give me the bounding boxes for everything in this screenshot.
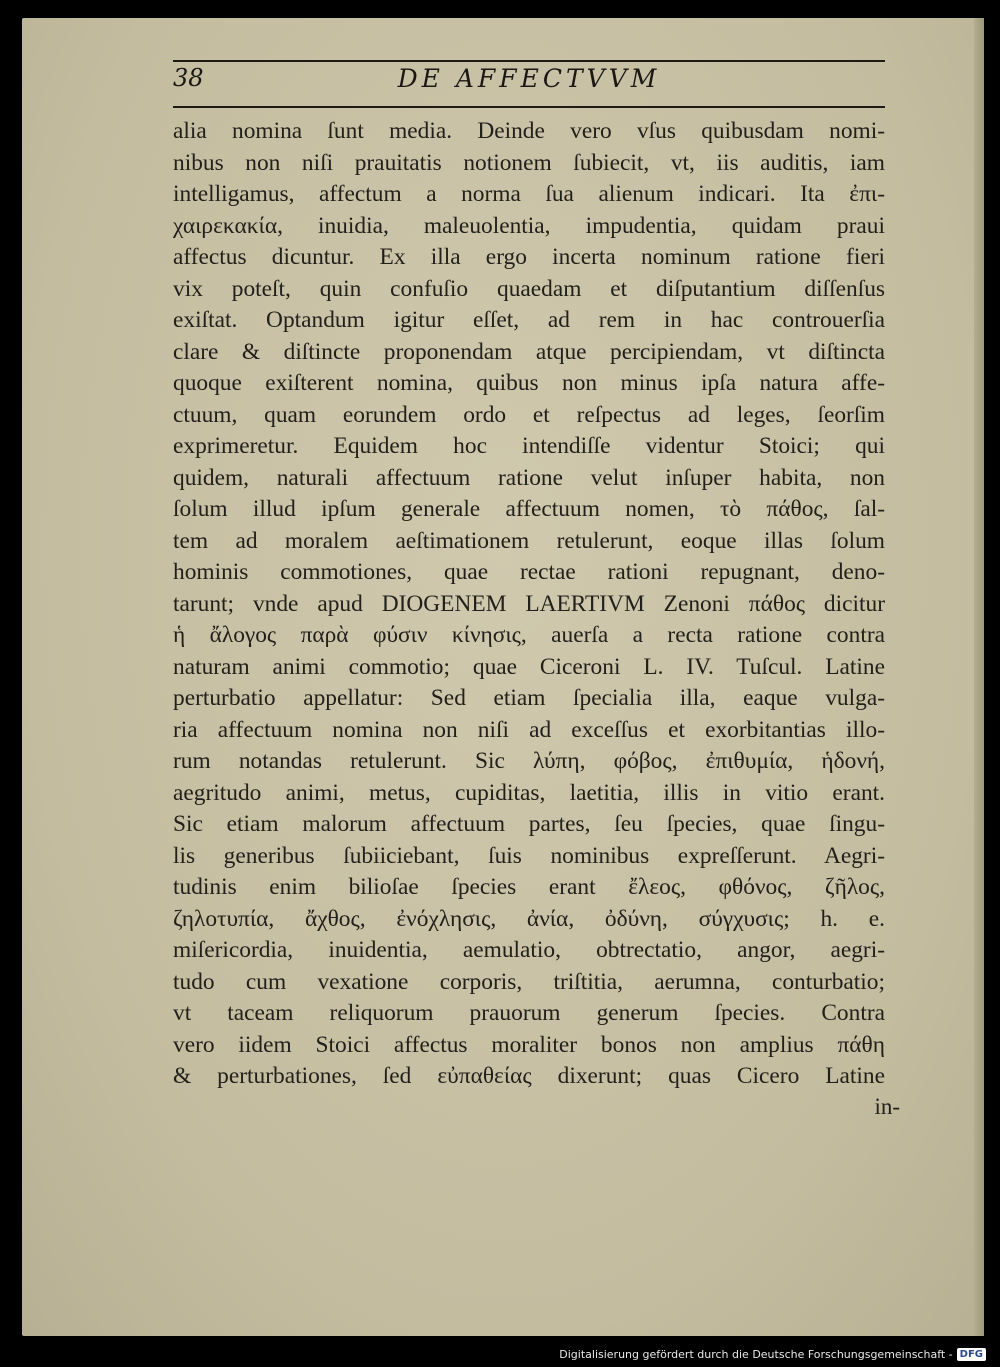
catchword: in- — [874, 1094, 900, 1119]
text-line: rum notandas retulerunt. Sic λύπη, φόβος, ἐπιθυμία, ἡδονή, — [173, 748, 885, 774]
page-header — [173, 60, 885, 108]
text-line: χαιρεκακία, inuidia, maleuolentia, impudentia, quidam praui — [173, 212, 885, 239]
text-line: hominis commotiones, quae rectae rationi repugnant, deno- — [173, 559, 885, 585]
text-line: tem ad moralem aeſtimationem retulerunt, eoque illas ſolum — [173, 527, 885, 554]
text-line: miſericordia, inuidentia, aemulatio, obtrectatio, angor, aegri- — [173, 937, 885, 963]
text-line: clare & diſtincte proponendam atque percipiendam, vt diſtincta — [173, 338, 885, 365]
text-line: quidem, naturali affectuum ratione velut inſuper habita, non — [173, 464, 885, 491]
text-line: intelligamus, affectum a norma ſua alienum indicari. Ita ἐπι- — [173, 181, 885, 207]
dfg-logo: DFG — [957, 1348, 986, 1361]
text-line: alia nomina ſunt media. Deinde vero vſus quibusdam nomi- — [173, 118, 885, 144]
text-line: tudo cum vexatione corporis, triſtitia, aerumna, conturbatio; — [173, 968, 885, 995]
text-line: ſolum illud ipſum generale affectuum nomen, τὸ πάθος, ſal- — [173, 496, 885, 522]
header-rule-bottom — [173, 106, 885, 108]
text-line: naturam animi commotio; quae Ciceroni L. IV. Tuſcul. Latine — [173, 653, 885, 680]
text-line: & perturbationes, ſed εὐπαθείας dixerunt; quas Cicero Latine — [173, 1063, 885, 1089]
text-line: ἡ ἄλογος παρὰ φύσιν κίνησις, auerſa a recta ratione contra — [173, 622, 885, 648]
text-line: tudinis enim bilioſae ſpecies erant ἔλεος, φθόνος, ζῆλος, — [173, 874, 885, 900]
text-line: quoque exiſterent nomina, quibus non minus ipſa natura affe- — [173, 370, 885, 396]
text-line: aegritudo animi, metus, cupiditas, laetitia, illis in vitio erant. — [173, 779, 885, 806]
digitization-footer — [559, 1348, 986, 1361]
page-edge — [974, 18, 984, 1336]
text-line: exprimeretur. Equidem hoc intendiſſe videntur Stoici; qui — [173, 433, 885, 459]
text-line: affectus dicuntur. Ex illa ergo incerta nominum ratione fieri — [173, 244, 885, 270]
text-line: vix poteſt, quin confuſio quaedam et diſputantium diſſenſus — [173, 275, 885, 302]
text-line: perturbatio appellatur: Sed etiam ſpecialia illa, eaque vulga- — [173, 685, 885, 711]
text-line: ria affectuum nomina non niſi ad exceſſus et exorbitantias illo- — [173, 716, 885, 743]
text-line: nibus non niſi prauitatis notionem ſubiecit, vt, iis auditis, iam — [173, 149, 885, 176]
text-line: ctuum, quam eorundem ordo et reſpectus ad leges, ſeorſim — [173, 401, 885, 428]
running-title: DE AFFECTVVM — [397, 64, 661, 93]
text-line: ζηλοτυπία, ἄχθος, ἐνόχλησις, ἀνία, ὀδύνη, σύγχυσις; h. e. — [173, 905, 885, 932]
text-line: Sic etiam malorum affectuum partes, ſeu ſpecies, quae ſingu- — [173, 811, 885, 837]
header-rule-top — [173, 60, 885, 62]
footer-credit: Digitalisierung gefördert durch die Deutsche Forschungsgemeinschaft - — [559, 1348, 953, 1361]
text-line: vero iidem Stoici affectus moraliter bonos non amplius πάθη — [173, 1031, 885, 1058]
text-line: vt taceam reliquorum prauorum generum ſpecies. Contra — [173, 1000, 885, 1026]
text-line: lis generibus ſubiiciebant, ſuis nominibus expreſſerunt. Aegri- — [173, 842, 885, 869]
body-text — [173, 116, 885, 1093]
page-number: 38 — [173, 64, 204, 92]
text-line: tarunt; vnde apud DIOGENEM LAERTIVM Zenoni πάθος dicitur — [173, 590, 885, 617]
text-line: exiſtat. Optandum igitur eſſet, ad rem in hac controuerſia — [173, 307, 885, 333]
